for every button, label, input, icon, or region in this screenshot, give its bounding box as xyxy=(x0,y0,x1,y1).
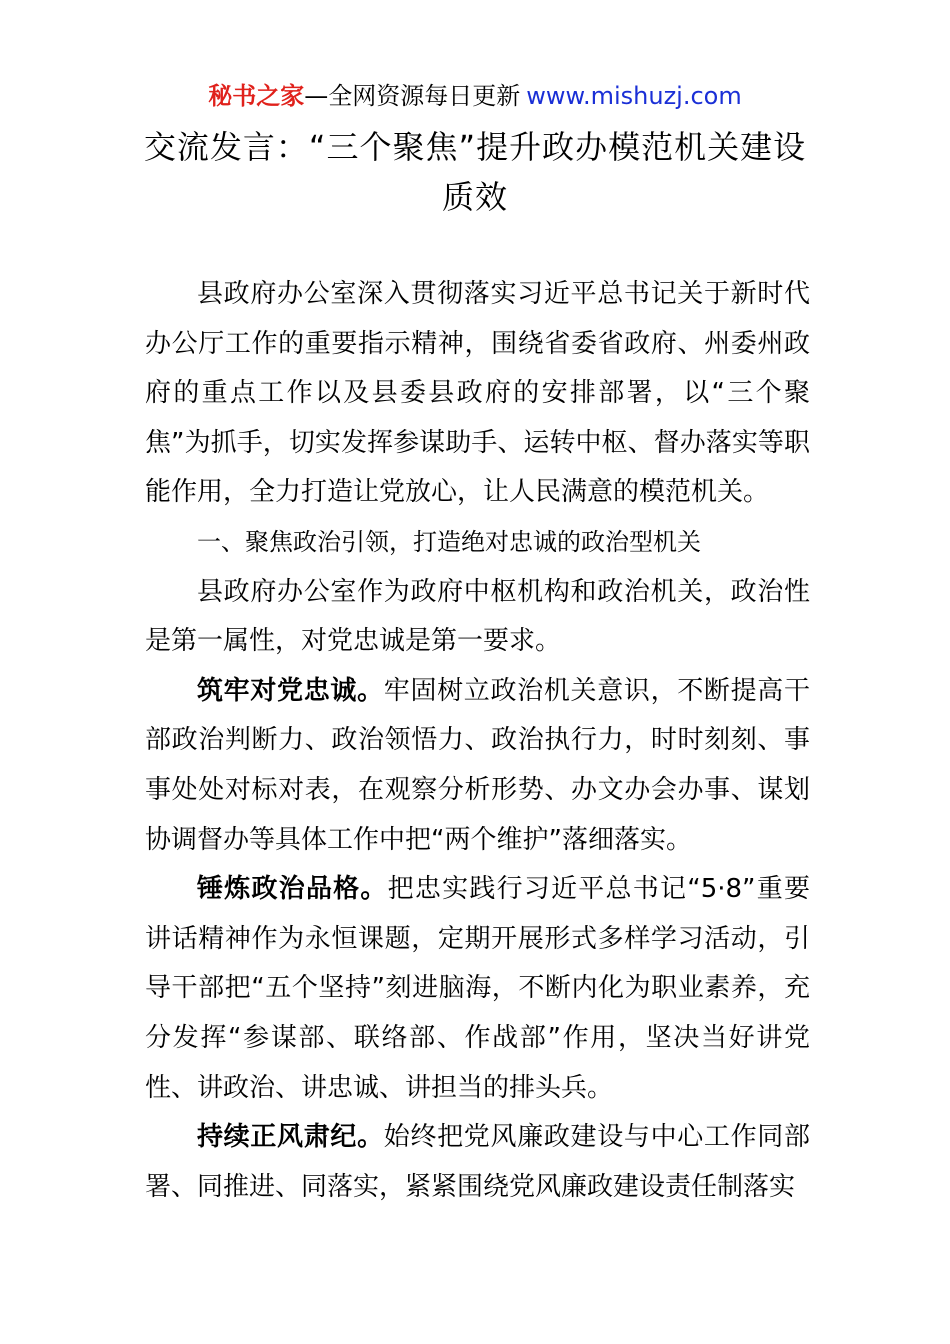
site-url-link[interactable]: www.mishuzj.com xyxy=(526,82,742,110)
item-lead: 筑牢对党忠诚。 xyxy=(197,675,384,706)
site-name: 秘书之家 xyxy=(208,82,305,110)
item-paragraph xyxy=(145,667,810,865)
item-paragraph xyxy=(145,865,810,1113)
item-lead: 锤炼政治品格。 xyxy=(197,874,388,905)
item-text: 把忠实践行习近平总书记“5·8”重要讲话精神作为永恒课题，定期开展形式多样学习活动，引导干部把“五个坚持”刻进脑海，不断内化为职业素养，充分发挥“参谋部、联络部、作战部”作用，坚决当好讲党性、讲政治、讲忠诚、讲担当的排头兵。 xyxy=(145,874,810,1103)
section-intro-paragraph: 县政府办公室作为政府中枢机构和政治机关，政治性是第一属性，对党忠诚是第一要求。 xyxy=(145,576,810,657)
intro-paragraph: 县政府办公室深入贯彻落实习近平总书记关于新时代办公厅工作的重要指示精神，围绕省委省政府、州委州政府的重点工作以及县委县政府的安排部署，以“三个聚焦”为抓手，切实发挥参谋助手、运转中枢、督办落实等职能作用，全力打造让党放心，让人民满意的模范机关。 xyxy=(145,279,810,508)
site-tagline: —全网资源每日更新 xyxy=(304,82,521,110)
item-text: 始终把党风廉政建设与中心工作同部署、同推进、同落实，紧紧围绕党风廉政建设责任制落实 xyxy=(145,1122,810,1202)
site-header xyxy=(0,80,950,112)
item-paragraph xyxy=(145,1113,810,1212)
item-lead: 持续正风肃纪。 xyxy=(197,1122,384,1153)
document-body xyxy=(145,270,810,1212)
document-title: 交流发言：“三个聚焦”提升政办模范机关建设质效 xyxy=(143,128,807,216)
section-heading: 一、聚焦政治引领，打造绝对忠诚的政治型机关 xyxy=(197,527,701,556)
item-text: 牢固树立政治机关意识，不断提高干部政治判断力、政治领悟力、政治执行力，时时刻刻、事事处处对标对表，在观察分析形势、办文办会办事、谋划协调督办等具体工作中把“两个维护”落细落实。 xyxy=(145,675,810,855)
